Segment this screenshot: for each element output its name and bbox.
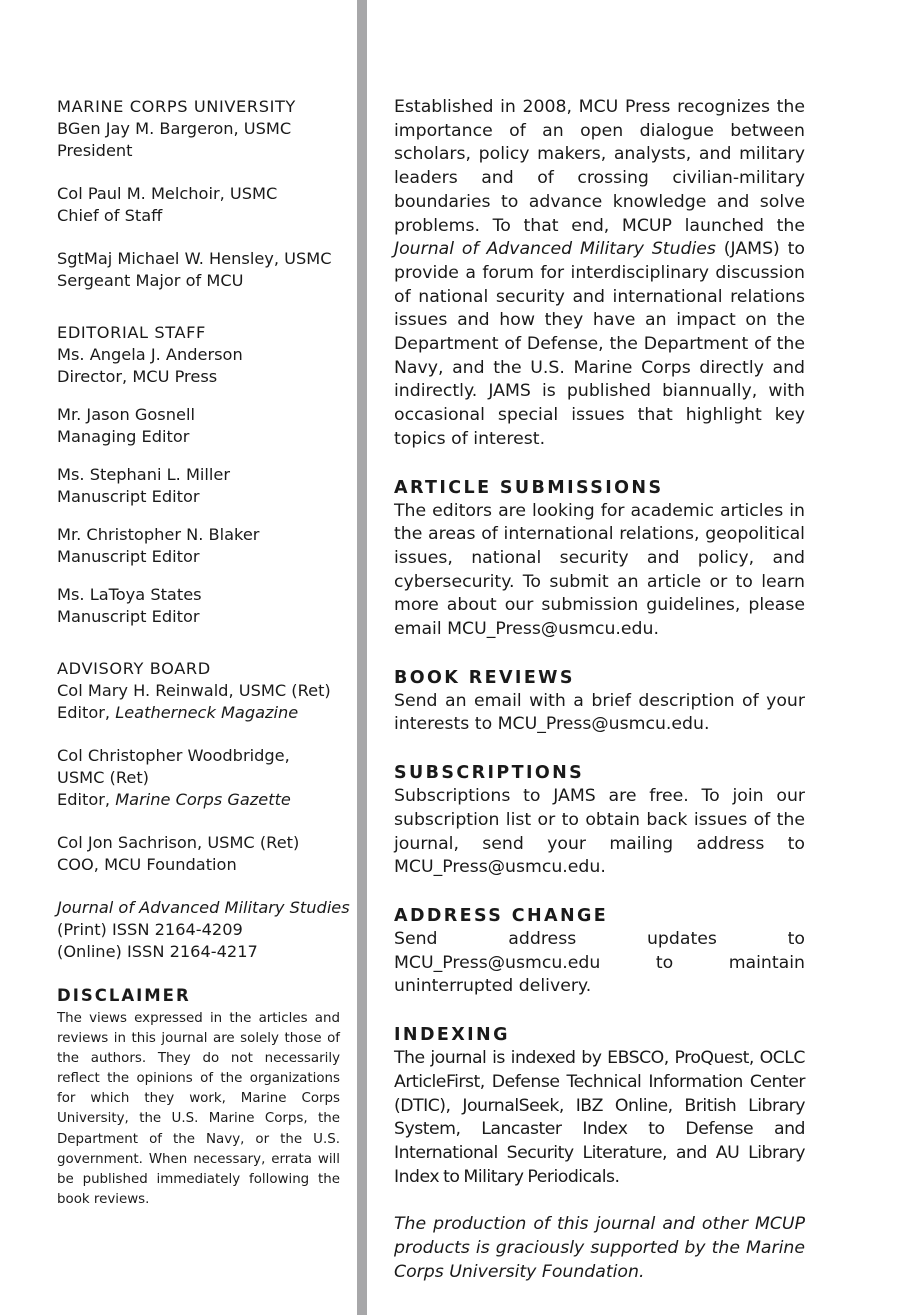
person-role: Manuscript Editor — [57, 607, 200, 626]
person-role: Manuscript Editor — [57, 487, 200, 506]
person-name-cont: USMC (Ret) — [57, 768, 149, 787]
person-name: BGen Jay M. Bargeron, USMC — [57, 119, 292, 138]
foundation-note: The production of this journal and other MCUP products is graciously supported by the Marine Corps University Foundation. — [394, 1214, 805, 1282]
section-heading: SUBSCRIPTIONS — [394, 763, 585, 784]
section-body: Subscriptions to JAMS are free. To join our subscription list or to obtain back issues of the journal, send your mailing address to MCU_Press@usmcu.edu. — [394, 786, 805, 878]
role-prefix: Editor, — [57, 703, 116, 722]
role-prefix: Editor, — [57, 790, 116, 809]
issn-section — [57, 897, 350, 963]
section-heading: BOOK REVIEWS — [394, 667, 575, 688]
person-name: Col Christopher Woodbridge, — [57, 746, 290, 765]
issn-print: (Print) ISSN 2164-4209 — [57, 920, 243, 939]
disclaimer-section — [57, 985, 340, 1210]
advisory-heading: ADVISORY BOARD — [57, 659, 211, 678]
info-column — [394, 96, 805, 1284]
masthead-column — [57, 96, 350, 1210]
person-name: Col Mary H. Reinwald, USMC (Ret) — [57, 681, 331, 700]
address-change-section — [394, 904, 805, 999]
university-section — [57, 96, 340, 292]
section-body: The journal is indexed by EBSCO, ProQuest, OCLC ArticleFirst, Defense Technical Information Center (DTIC), JournalSeek, IBZ Online, British Library System, Lancaster Index to Defense and International Security Literature, and AU Library Index to Military Periodicals. — [394, 1048, 805, 1187]
disclaimer-body: The views expressed in the articles and reviews in this journal are solely those of the authors. They do not necessarily reflect the opinions of the organizations for which they work, Marine Corps University, the U.S. Marine Corps, the Department of the Navy, or the U.S. government. When necessary, errata will be published immediately following the book reviews. — [57, 1011, 340, 1207]
intro-paragraph — [394, 96, 805, 452]
person-name: SgtMaj Michael W. Hensley, USMC — [57, 249, 332, 268]
indexing-section — [394, 1023, 805, 1189]
intro-text-a: Established in 2008, MCU Press recognizes the importance of an open dialogue between scholars, policy makers, analysts, and military leaders and of crossing civilian-military boundaries to advance knowledge and solve problems. To that end, MCUP launched the — [394, 97, 805, 236]
person-role: COO, MCU Foundation — [57, 855, 237, 874]
advisory-section — [57, 658, 340, 876]
intro-text-b: (JAMS) to provide a forum for interdisciplinary discussion of national security and international relations issues and how they have an impact on the Department of Defense, the Department of the Navy, and the U.S. Marine Corps directly and indirectly. JAMS is published biannually, with occasional special issues that highlight key topics of interest. — [394, 239, 805, 449]
publication-title: Marine Corps Gazette — [115, 790, 291, 809]
person-name: Ms. Angela J. Anderson — [57, 345, 243, 364]
book-reviews-section — [394, 666, 805, 737]
person-role: Director, MCU Press — [57, 367, 218, 386]
person-name: Mr. Jason Gosnell — [57, 405, 195, 424]
publication-title: Leatherneck Magazine — [115, 703, 299, 722]
section-body: Send address updates to MCU_Press@usmcu.edu to maintain uninterrupted delivery. — [394, 928, 805, 997]
person-role — [57, 702, 340, 724]
person-role: President — [57, 141, 133, 160]
person-name: Mr. Christopher N. Blaker — [57, 525, 260, 544]
person-role: Managing Editor — [57, 427, 190, 446]
journal-title: Journal of Advanced Military Studies — [57, 898, 350, 917]
person-role: Manuscript Editor — [57, 547, 200, 566]
person-role: Chief of Staff — [57, 206, 163, 225]
person-role: Sergeant Major of MCU — [57, 271, 244, 290]
person-name: Col Jon Sachrison, USMC (Ret) — [57, 833, 300, 852]
issn-online: (Online) ISSN 2164-4217 — [57, 942, 258, 961]
person-name: Ms. LaToya States — [57, 585, 202, 604]
section-heading: INDEXING — [394, 1025, 510, 1046]
editorial-heading: EDITORIAL STAFF — [57, 323, 206, 342]
section-body: The editors are looking for academic articles in the areas of international relations, geopolitical issues, national security and policy, and cybersecurity. To submit an article or to learn more about our submission guidelines, please email MCU_Press@usmcu.edu. — [394, 500, 805, 640]
editorial-section — [57, 322, 340, 628]
disclaimer-heading: DISCLAIMER — [57, 986, 191, 1005]
journal-title-inline: Journal of Advanced Military Studies — [394, 239, 716, 260]
section-heading: ARTICLE SUBMISSIONS — [394, 477, 664, 498]
column-divider-bar — [357, 0, 367, 1315]
subscriptions-section — [394, 761, 805, 880]
person-role — [57, 789, 340, 811]
university-heading: MARINE CORPS UNIVERSITY — [57, 97, 296, 116]
section-heading: ADDRESS CHANGE — [394, 905, 609, 926]
person-name: Ms. Stephani L. Miller — [57, 465, 231, 484]
section-body: Send an email with a brief description of your interests to MCU_Press@usmcu.edu. — [394, 690, 805, 735]
article-submissions-section — [394, 476, 805, 642]
person-name: Col Paul M. Melchoir, USMC — [57, 184, 278, 203]
